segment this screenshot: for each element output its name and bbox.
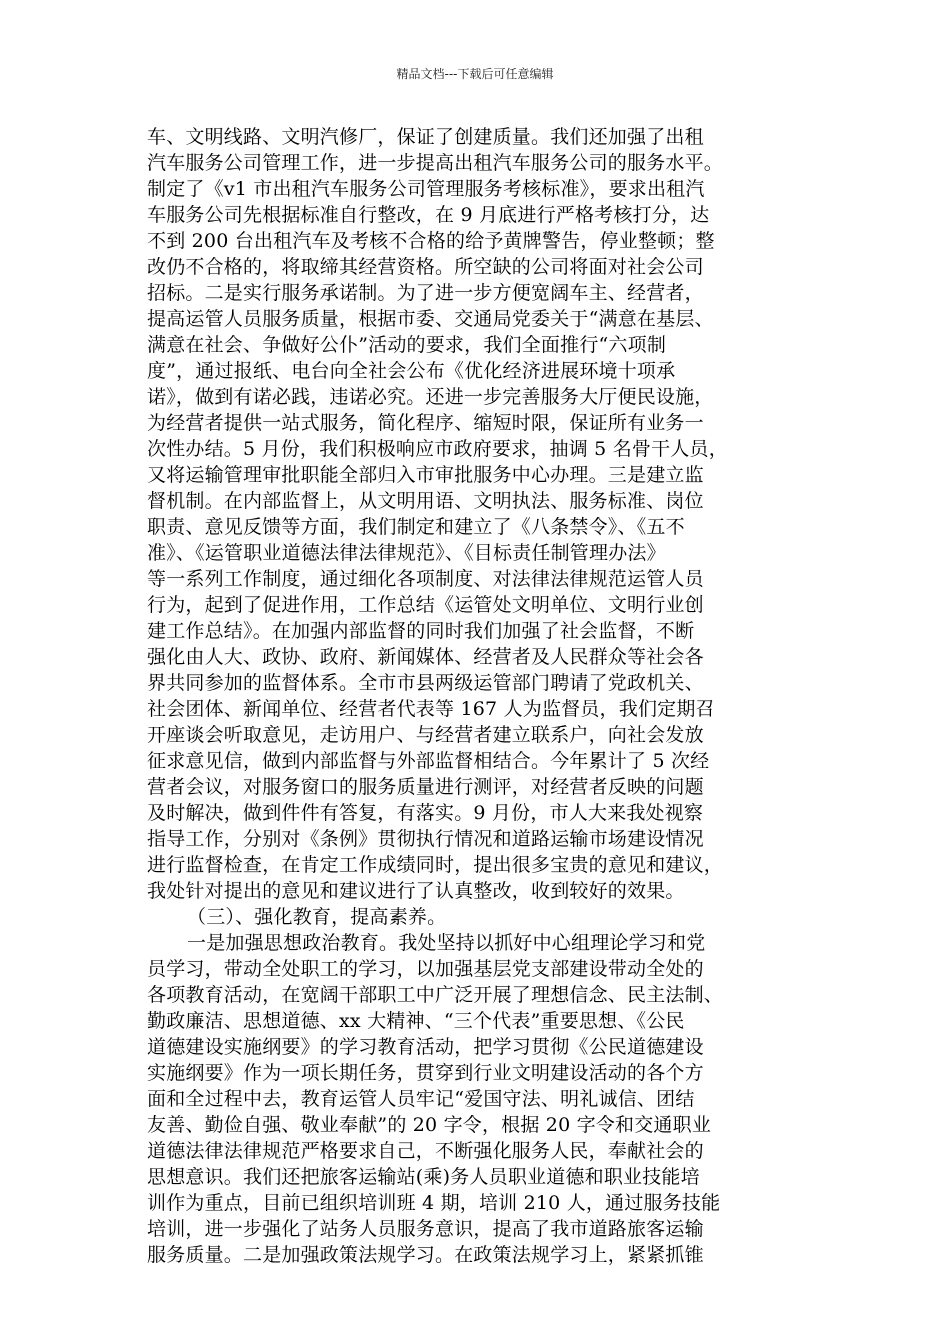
body-line: 勤政廉洁、思想道德、xx 大精神、“三个代表”重要思想、《公民 — [147, 1010, 685, 1032]
body-line: 各项教育活动，在宽阔干部职工中广泛开展了理想信念、民主法制、 — [147, 984, 724, 1006]
body-line: 不到 200 台出租汽车及考核不合格的给予黄牌警告，停业整顿；整 — [147, 230, 715, 252]
page-header: 精品文档---下载后可任意编辑 — [396, 67, 554, 81]
body-line: 友善、勤俭自强、敬业奉献”的 20 字令，根据 20 字令和交通职业 — [147, 1114, 712, 1136]
body-line: 思想意识。我们还把旅客运输站(乘)务人员职业道德和职业技能培 — [147, 1166, 700, 1188]
section-heading: （三）、强化教育，提高素养。 — [187, 906, 447, 928]
body-line: 道德法律法律规范严格要求自己，不断强化服务人民，奉献社会的 — [147, 1140, 704, 1162]
body-line: 职责、意见反馈等方面，我们制定和建立了《八条禁令》、《五不 — [147, 516, 685, 538]
body-line: 征求意见信，做到内部监督与外部监督相结合。今年累计了 5 次经 — [147, 750, 710, 772]
body-line: 我处针对提出的意见和建议进行了认真整改，收到较好的效果。 — [147, 880, 685, 902]
body-line: 次性办结。5 月份，我们积极响应市政府要求，抽调 5 名骨干人员， — [147, 438, 728, 460]
body-line: 车服务公司先根据标准自行整改，在 9 月底进行严格考核打分，达 — [147, 204, 710, 226]
body-line: 及时解决，做到件件有答复，有落实。9 月份，市人大来我处视察 — [147, 802, 704, 824]
body-line: 招标。二是实行服务承诺制。为了进一步方便宽阔车主、经营者， — [147, 282, 704, 304]
body-line: 改仍不合格的，将取缔其经营资格。所空缺的公司将面对社会公司 — [147, 256, 704, 278]
body-line: 社会团体、新闻单位、经营者代表等 167 人为监督员，我们定期召 — [147, 698, 715, 720]
paragraph-first-line: 一是加强思想政治教育。我处坚持以抓好中心组理论学习和党 — [187, 932, 706, 954]
body-line: 制定了《v1 市出租汽车服务公司管理服务考核标准》，要求出租汽 — [147, 178, 705, 200]
body-line: 又将运输管理审批职能全部归入市审批服务中心办理。三是建立监 — [147, 464, 704, 486]
document-body — [147, 124, 807, 1268]
body-line: 开座谈会听取意见，走访用户、与经营者建立联系户，向社会发放 — [147, 724, 704, 746]
body-line: 员学习，带动全处职工的学习，以加强基层党支部建设带动全处的 — [147, 958, 704, 980]
body-line: 建工作总结》。在加强内部监督的同时我们加强了社会监督，不断 — [147, 620, 695, 642]
body-line: 准》、《运管职业道德法律法律规范》、《目标责任制管理办法》 — [147, 542, 666, 564]
body-line: 强化由人大、政协、政府、新闻媒体、经营者及人民群众等社会各 — [147, 646, 704, 668]
body-line: 督机制。在内部监督上，从文明用语、文明执法、服务标准、岗位 — [147, 490, 704, 512]
body-line: 等一系列工作制度，通过细化各项制度、对法律法律规范运管人员 — [147, 568, 704, 590]
body-line: 为经营者提供一站式服务，简化程序、缩短时限，保证所有业务一 — [147, 412, 704, 434]
body-line: 道德建设实施纲要》的学习教育活动，把学习贯彻《公民道德建设 — [147, 1036, 704, 1058]
body-line: 指导工作，分别对《条例》贯彻执行情况和道路运输市场建设情况 — [147, 828, 704, 850]
body-line: 诺》，做到有诺必践，违诺必究。还进一步完善服务大厅便民设施， — [147, 386, 714, 408]
body-line: 实施纲要》作为一项长期任务，贯穿到行业文明建设活动的各个方 — [147, 1062, 704, 1084]
body-line: 培训，进一步强化了站务人员服务意识，提高了我市道路旅客运输 — [147, 1218, 704, 1240]
body-line: 训作为重点，目前已组织培训班 4 期，培训 210 人，通过服务技能 — [147, 1192, 721, 1214]
body-line: 度”，通过报纸、电台向全社会公布《优化经济进展环境十项承 — [147, 360, 676, 382]
body-line: 行为，起到了促进作用，工作总结《运管处文明单位、文明行业创 — [147, 594, 704, 616]
body-line: 界共同参加的监督体系。全市市县两级运管部门聘请了党政机关、 — [147, 672, 704, 694]
body-line: 进行监督检查，在肯定工作成绩同时，提出很多宝贵的意见和建议， — [147, 854, 724, 876]
body-line: 满意在社会、争做好公仆”活动的要求，我们全面推行“六项制 — [147, 334, 667, 356]
body-line: 面和全过程中去，教育运管人员牢记“爱国守法、明礼诚信、团结 — [147, 1088, 695, 1110]
body-line: 提高运管人员服务质量，根据市委、交通局党委关于“满意在基层、 — [147, 308, 714, 330]
body-line: 汽车服务公司管理工作，进一步提高出租汽车服务公司的服务水平。 — [147, 152, 724, 174]
body-line: 车、文明线路、文明汽修厂，保证了创建质量。我们还加强了出租 — [147, 126, 704, 148]
body-line: 营者会议，对服务窗口的服务质量进行测评，对经营者反映的问题 — [147, 776, 704, 798]
body-line: 服务质量。二是加强政策法规学习。在政策法规学习上，紧紧抓锥 — [147, 1244, 704, 1266]
